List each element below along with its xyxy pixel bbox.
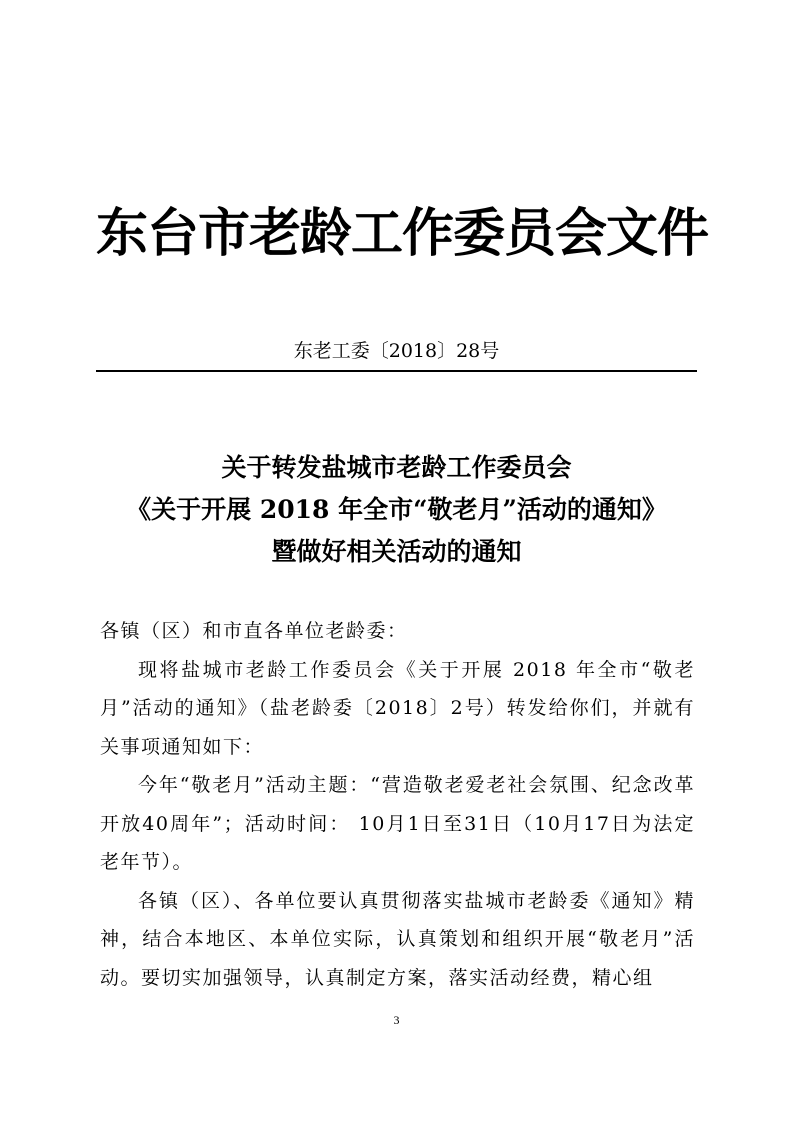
notice-body <box>100 612 695 997</box>
body-paragraph-3: 各镇（区）、各单位要认真贯彻落实盐城市老龄委《通知》精神，结合本地区、本单位实际，认真策划和组织开展“敬老月”活动。要切实加强领导，认真制定方案，落实活动经费，精心组 <box>100 889 695 989</box>
notice-title-line-3: 暨做好相关活动的通知 <box>271 537 522 566</box>
issuer-title: 东台市老龄工作委员会文件 <box>96 203 709 264</box>
body-paragraph-2: 今年“敬老月”活动主题：“营造敬老爱老社会氛围、纪念改革开放40周年”；活动时间： 10月1日至31日（10月17日为法定老年节）。 <box>100 774 695 873</box>
notice-title-line-2: 《关于开展 2018 年全市“敬老月”活动的通知》 <box>126 495 667 524</box>
salutation: 各镇（区）和市直各单位老龄委： <box>100 620 408 642</box>
document-number: 东老工委〔2018〕28号 <box>293 340 500 362</box>
notice-title-line-1: 关于转发盐城市老龄工作委员会 <box>221 453 572 482</box>
page-number: 3 <box>393 1013 400 1027</box>
header-divider-line <box>96 370 697 372</box>
notice-title <box>96 447 697 573</box>
body-paragraph-1: 现将盐城市老龄工作委员会《关于开展 2018 年全市“敬老月”活动的通知》（盐老龄委〔2018〕2号）转发给你们，并就有关事项通知如下： <box>100 658 695 758</box>
